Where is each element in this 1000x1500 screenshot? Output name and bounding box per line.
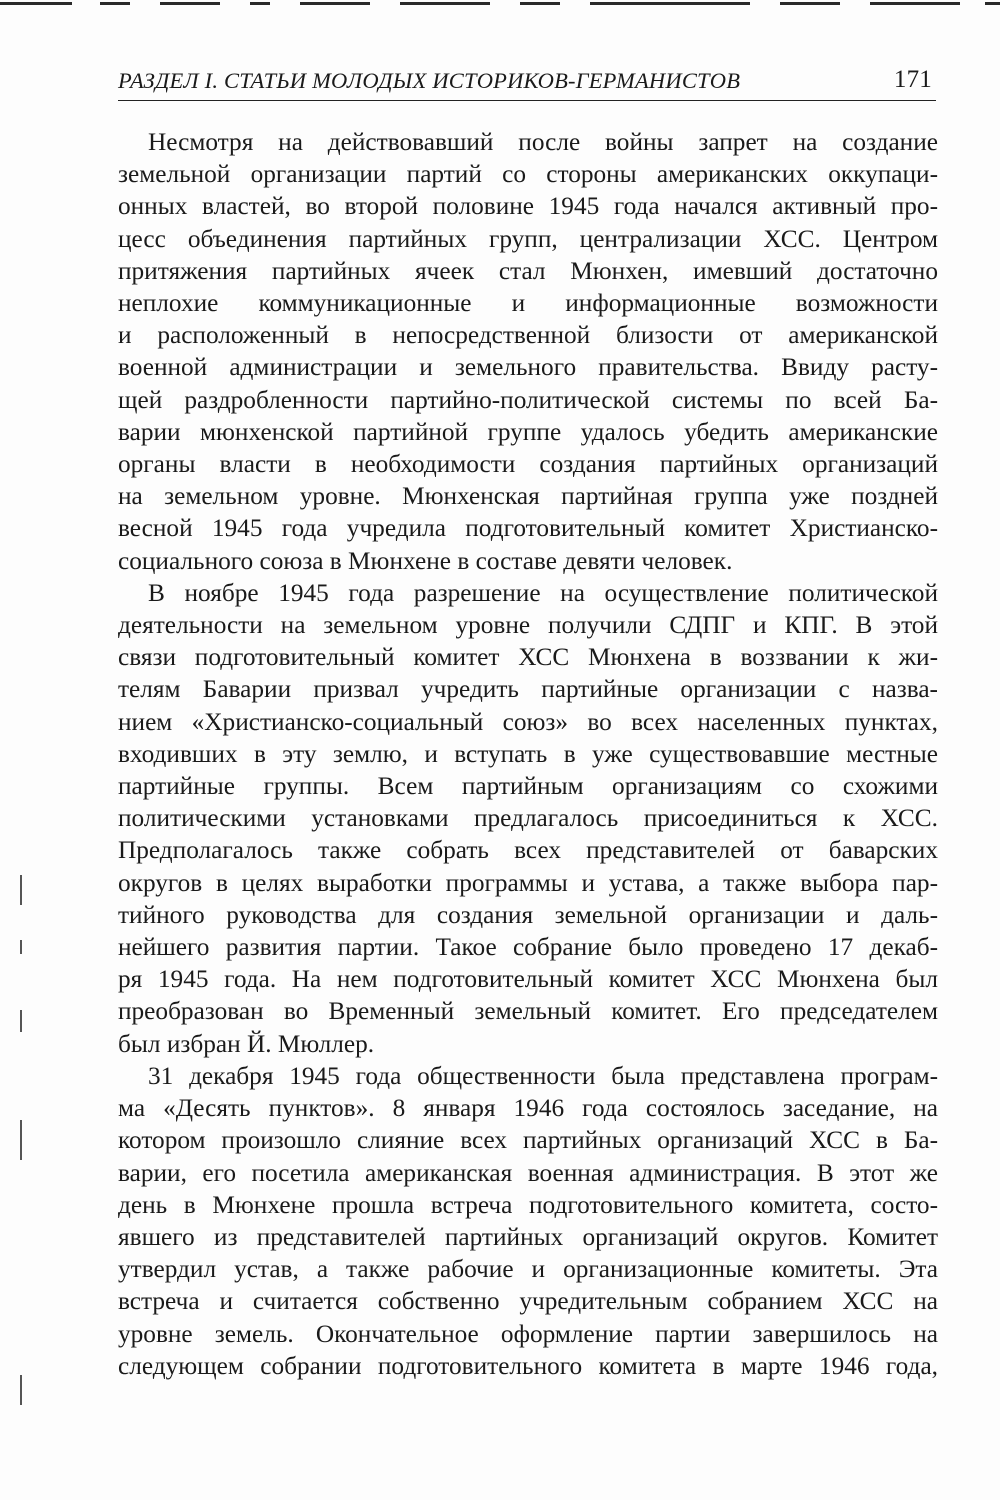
text-line: органы власти в необходимости создания партийных организаций: [118, 450, 938, 479]
page-number: 171: [893, 66, 932, 93]
text-line: тийного руководства для создания земельной организации и даль-: [118, 900, 938, 929]
text-line: нейшего развития партии. Такое собрание было проведено 17 декаб-: [118, 933, 938, 962]
text-line: округов в целях выработки программы и устава, а также выбора пар-: [118, 868, 938, 897]
section-title: РАЗДЕЛ I. СТАТЬИ МОЛОДЫХ ИСТОРИКОВ-ГЕРМАНИСТОВ: [118, 68, 741, 93]
text-line: социального союза в Мюнхене в составе девяти человек.: [118, 546, 733, 575]
text-line: уровне земель. Окончательное оформление партии завершилось на: [118, 1319, 938, 1348]
text-line: неплохие коммуникационные и информационные возможности: [118, 289, 938, 318]
text-line: входивших в эту землю, и вступать в уже существовавшие местные: [118, 739, 938, 768]
text-line: связи подготовительный комитет ХСС Мюнхена в воззвании к жи-: [118, 643, 938, 672]
text-line: на земельном уровне. Мюнхенская партийная группа уже поздней: [118, 482, 938, 511]
text-line: ма «Десять пунктов». 8 января 1946 года состоялось заседание, на: [118, 1094, 938, 1123]
text-line: весной 1945 года учредила подготовительный комитет Христианско-: [118, 514, 938, 543]
text-line: деятельности на земельном уровне получили СДПГ и КПГ. В этой: [118, 611, 938, 640]
text-line: земельной организации партий со стороны американских оккупаци-: [118, 160, 938, 189]
body-text: [118, 126, 938, 1382]
text-line: цесс объединения партийных групп, централизации ХСС. Центром: [118, 224, 938, 253]
text-line: притяжения партийных ячеек стал Мюнхен, имевший достаточно: [118, 256, 938, 285]
text-line: нием «Христианско-социальный союз» во всех населенных пунктах,: [118, 707, 938, 736]
text-line: политическими установками предлагалось присоединиться к ХСС.: [118, 804, 938, 833]
text-line: явшего из представителей партийных организаций округов. Комитет: [118, 1222, 938, 1251]
text-line: следующем собрании подготовительного комитета в марте 1946 года,: [118, 1351, 938, 1380]
text-line: преобразован во Временный земельный комитет. Его председателем: [118, 997, 938, 1026]
text-line: Предполагалось также собрать всех представителей от баварских: [118, 836, 938, 865]
scan-top-edge: [0, 0, 1000, 10]
text-line: варии, его посетила американская военная администрация. В этот же: [118, 1158, 938, 1187]
text-line: и расположенный в непосредственной близости от американской: [118, 321, 938, 350]
text-line: котором произошло слияние всех партийных организаций ХСС в Ба-: [118, 1126, 938, 1155]
text-line: варии мюнхенской партийной группе удалось убедить американские: [118, 417, 938, 446]
text-line: ря 1945 года. На нем подготовительный комитет ХСС Мюнхена был: [118, 965, 938, 994]
text-line: щей раздробленности партийно-политической системы по всей Ба-: [118, 385, 938, 414]
text-line: партийные группы. Всем партийным организациям со схожими: [118, 772, 938, 801]
text-line: был избран Й. Мюллер.: [118, 1029, 375, 1058]
paragraph: [118, 126, 938, 577]
text-line: телям Баварии призвал учредить партийные организации с назва-: [118, 675, 938, 704]
text-line: В ноябре 1945 года разрешение на осуществление политической: [148, 578, 938, 607]
text-line: встреча и считается собственно учредительным собранием ХСС на: [118, 1287, 938, 1316]
text-line: 31 декабря 1945 года общественности была представлена програм-: [148, 1061, 938, 1090]
text-line: день в Мюнхене прошла встреча подготовительного комитета, состо-: [118, 1190, 938, 1219]
text-line: Несмотря на действовавший после войны запрет на создание: [148, 128, 938, 156]
text-line: онных властей, во второй половине 1945 года начался активный про-: [118, 192, 938, 221]
text-line: утвердил устав, а также рабочие и организационные комитеты. Эта: [118, 1255, 938, 1284]
paragraph: [118, 577, 938, 1060]
header-rule: [118, 100, 936, 101]
paragraph: [118, 1060, 938, 1382]
text-line: военной администрации и земельного правительства. Ввиду расту-: [118, 353, 938, 382]
